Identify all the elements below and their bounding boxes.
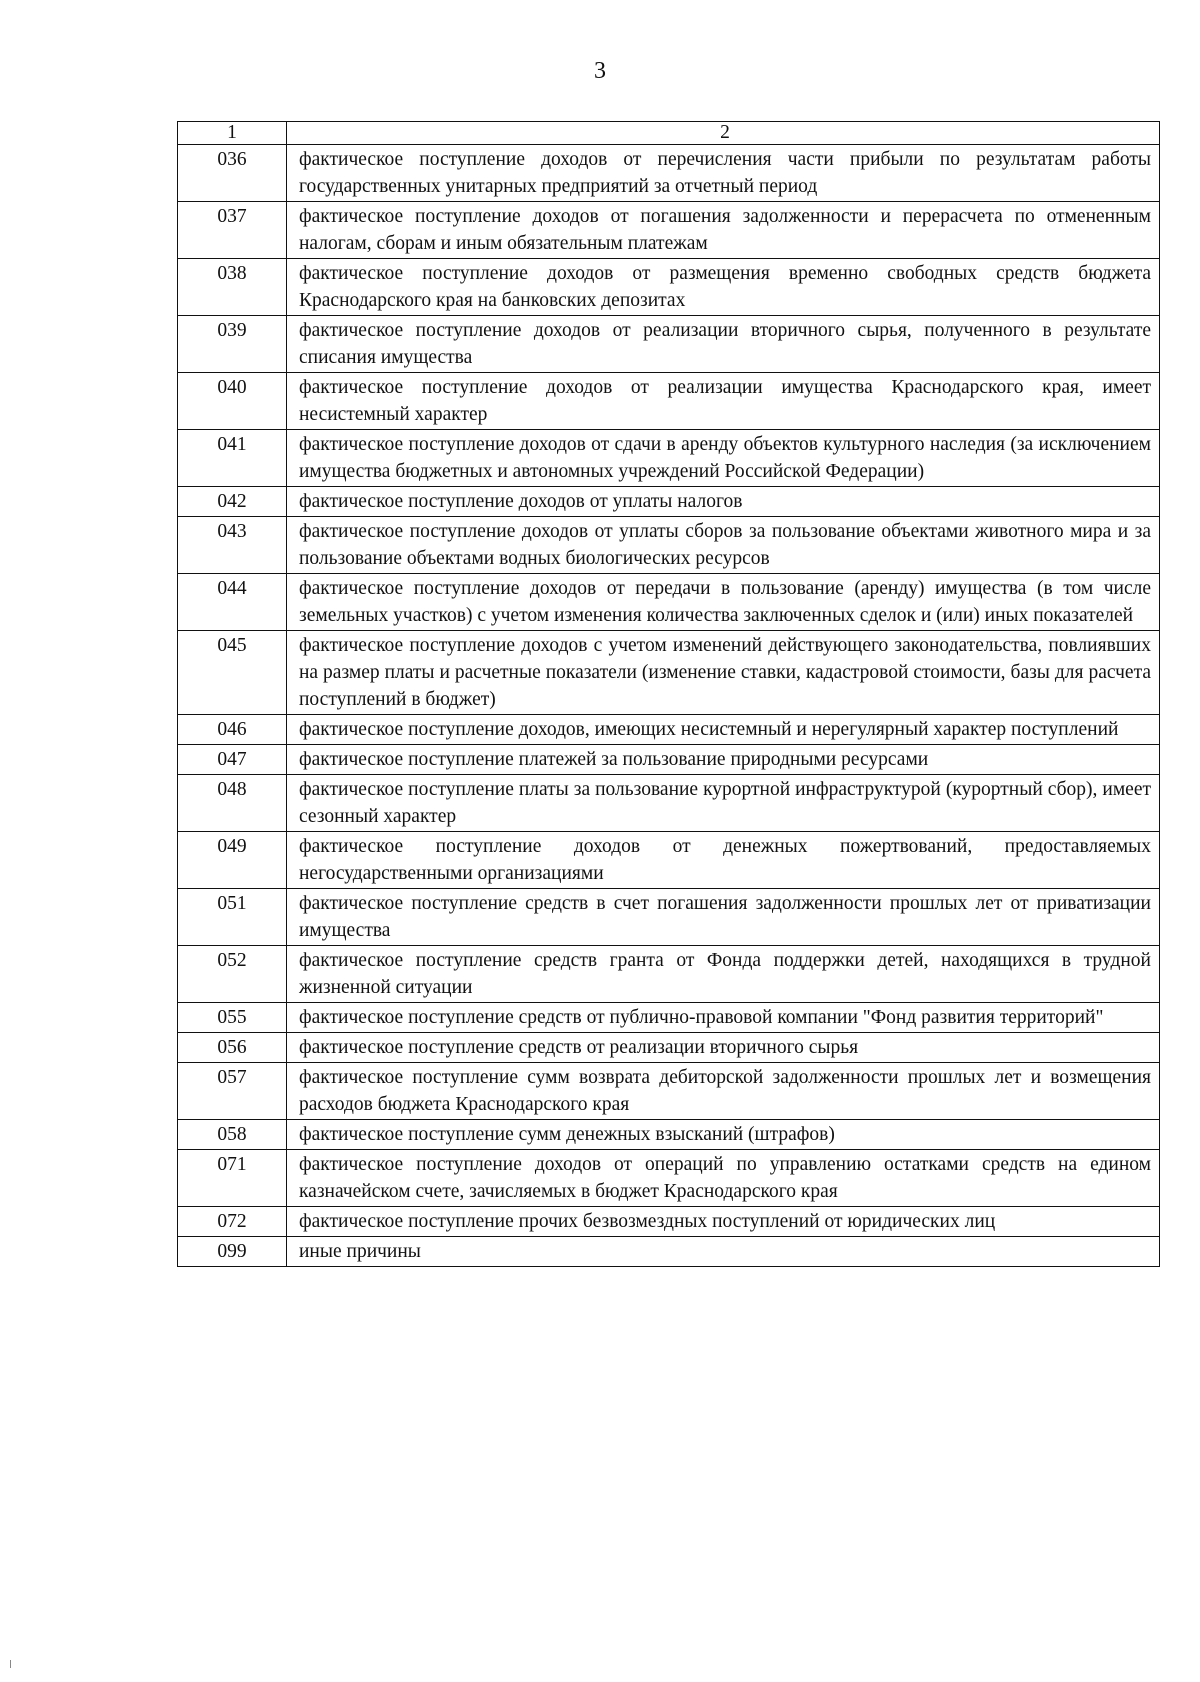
row-code: 046	[178, 715, 287, 745]
table-row	[178, 373, 1160, 430]
row-description: фактическое поступление платежей за пользование природными ресурсами	[287, 745, 1160, 775]
table-body	[178, 122, 1160, 1267]
table-row	[178, 259, 1160, 316]
row-code: 043	[178, 517, 287, 574]
row-description: фактическое поступление доходов от операций по управлению остатками средств на едином казначейском счете, зачисляемых в бюджет Краснодарского края	[287, 1150, 1160, 1207]
row-description: фактическое поступление средств от реализации вторичного сырья	[287, 1033, 1160, 1063]
row-code: 055	[178, 1003, 287, 1033]
table-row	[178, 574, 1160, 631]
table-row	[178, 715, 1160, 745]
table-row	[178, 946, 1160, 1003]
row-code: 072	[178, 1207, 287, 1237]
row-code: 056	[178, 1033, 287, 1063]
row-description: фактическое поступление доходов от денежных пожертвований, предоставляемых негосударственными организациями	[287, 832, 1160, 889]
row-code: 040	[178, 373, 287, 430]
row-description: фактическое поступление платы за пользование курортной инфраструктурой (курортный сбор), имеет сезонный характер	[287, 775, 1160, 832]
row-description: фактическое поступление доходов с учетом изменений действующего законодательства, повлиявших на размер платы и расчетные показатели (изменение ставки, кадастровой стоимости, базы для расчета поступлений в бюджет)	[287, 631, 1160, 715]
table-row	[178, 775, 1160, 832]
row-code: 099	[178, 1237, 287, 1267]
table-row	[178, 517, 1160, 574]
row-description: фактическое поступление доходов от передачи в пользование (аренду) имущества (в том числе земельных участков) с учетом изменения количества заключенных сделок и (или) иных показателей	[287, 574, 1160, 631]
row-description: фактическое поступление доходов от перечисления части прибыли по результатам работы государственных унитарных предприятий за отчетный период	[287, 145, 1160, 202]
table-row	[178, 487, 1160, 517]
row-description: фактическое поступление сумм денежных взысканий (штрафов)	[287, 1120, 1160, 1150]
table-row	[178, 430, 1160, 487]
row-code: 051	[178, 889, 287, 946]
row-code: 039	[178, 316, 287, 373]
table-row	[178, 745, 1160, 775]
row-code: 049	[178, 832, 287, 889]
table-row	[178, 1033, 1160, 1063]
row-code: 038	[178, 259, 287, 316]
row-code: 042	[178, 487, 287, 517]
table-row	[178, 145, 1160, 202]
row-description: фактическое поступление средств в счет погашения задолженности прошлых лет от приватизации имущества	[287, 889, 1160, 946]
table-row	[178, 889, 1160, 946]
row-description: фактическое поступление доходов от уплаты налогов	[287, 487, 1160, 517]
table-row	[178, 1150, 1160, 1207]
page-number: 3	[594, 58, 606, 84]
row-code: 041	[178, 430, 287, 487]
row-code: 048	[178, 775, 287, 832]
reason-codes-table	[177, 121, 1160, 1267]
row-description: фактическое поступление средств от публично-правовой компании "Фонд развития территорий"	[287, 1003, 1160, 1033]
row-description: фактическое поступление доходов от реализации имущества Краснодарского края, имеет несистемный характер	[287, 373, 1160, 430]
row-description: иные причины	[287, 1237, 1160, 1267]
row-code: 037	[178, 202, 287, 259]
row-code: 036	[178, 145, 287, 202]
row-code: 057	[178, 1063, 287, 1120]
row-code: 045	[178, 631, 287, 715]
row-description: фактическое поступление средств гранта от Фонда поддержки детей, находящихся в трудной жизненной ситуации	[287, 946, 1160, 1003]
header-column-2: 2	[287, 122, 1160, 145]
table-row	[178, 631, 1160, 715]
table-row	[178, 832, 1160, 889]
table-row	[178, 1237, 1160, 1267]
table-row	[178, 202, 1160, 259]
row-code: 044	[178, 574, 287, 631]
row-description: фактическое поступление доходов от реализации вторичного сырья, полученного в результате списания имущества	[287, 316, 1160, 373]
row-description: фактическое поступление прочих безвозмездных поступлений от юридических лиц	[287, 1207, 1160, 1237]
row-description: фактическое поступление доходов от сдачи в аренду объектов культурного наследия (за исключением имущества бюджетных и автономных учреждений Российской Федерации)	[287, 430, 1160, 487]
header-column-1: 1	[178, 122, 287, 145]
row-code: 052	[178, 946, 287, 1003]
table-header-row	[178, 122, 1160, 145]
table-row	[178, 1120, 1160, 1150]
table-row	[178, 1207, 1160, 1237]
scan-mark	[10, 1660, 11, 1668]
row-description: фактическое поступление доходов от погашения задолженности и перерасчета по отмененным налогам, сборам и иным обязательным платежам	[287, 202, 1160, 259]
table-row	[178, 1003, 1160, 1033]
row-code: 047	[178, 745, 287, 775]
table-row	[178, 1063, 1160, 1120]
row-description: фактическое поступление доходов, имеющих несистемный и нерегулярный характер поступлений	[287, 715, 1160, 745]
table-row	[178, 316, 1160, 373]
row-description: фактическое поступление доходов от уплаты сборов за пользование объектами животного мира и за пользование объектами водных биологических ресурсов	[287, 517, 1160, 574]
row-code: 058	[178, 1120, 287, 1150]
row-description: фактическое поступление сумм возврата дебиторской задолженности прошлых лет и возмещения расходов бюджета Краснодарского края	[287, 1063, 1160, 1120]
row-code: 071	[178, 1150, 287, 1207]
row-description: фактическое поступление доходов от размещения временно свободных средств бюджета Краснодарского края на банковских депозитах	[287, 259, 1160, 316]
